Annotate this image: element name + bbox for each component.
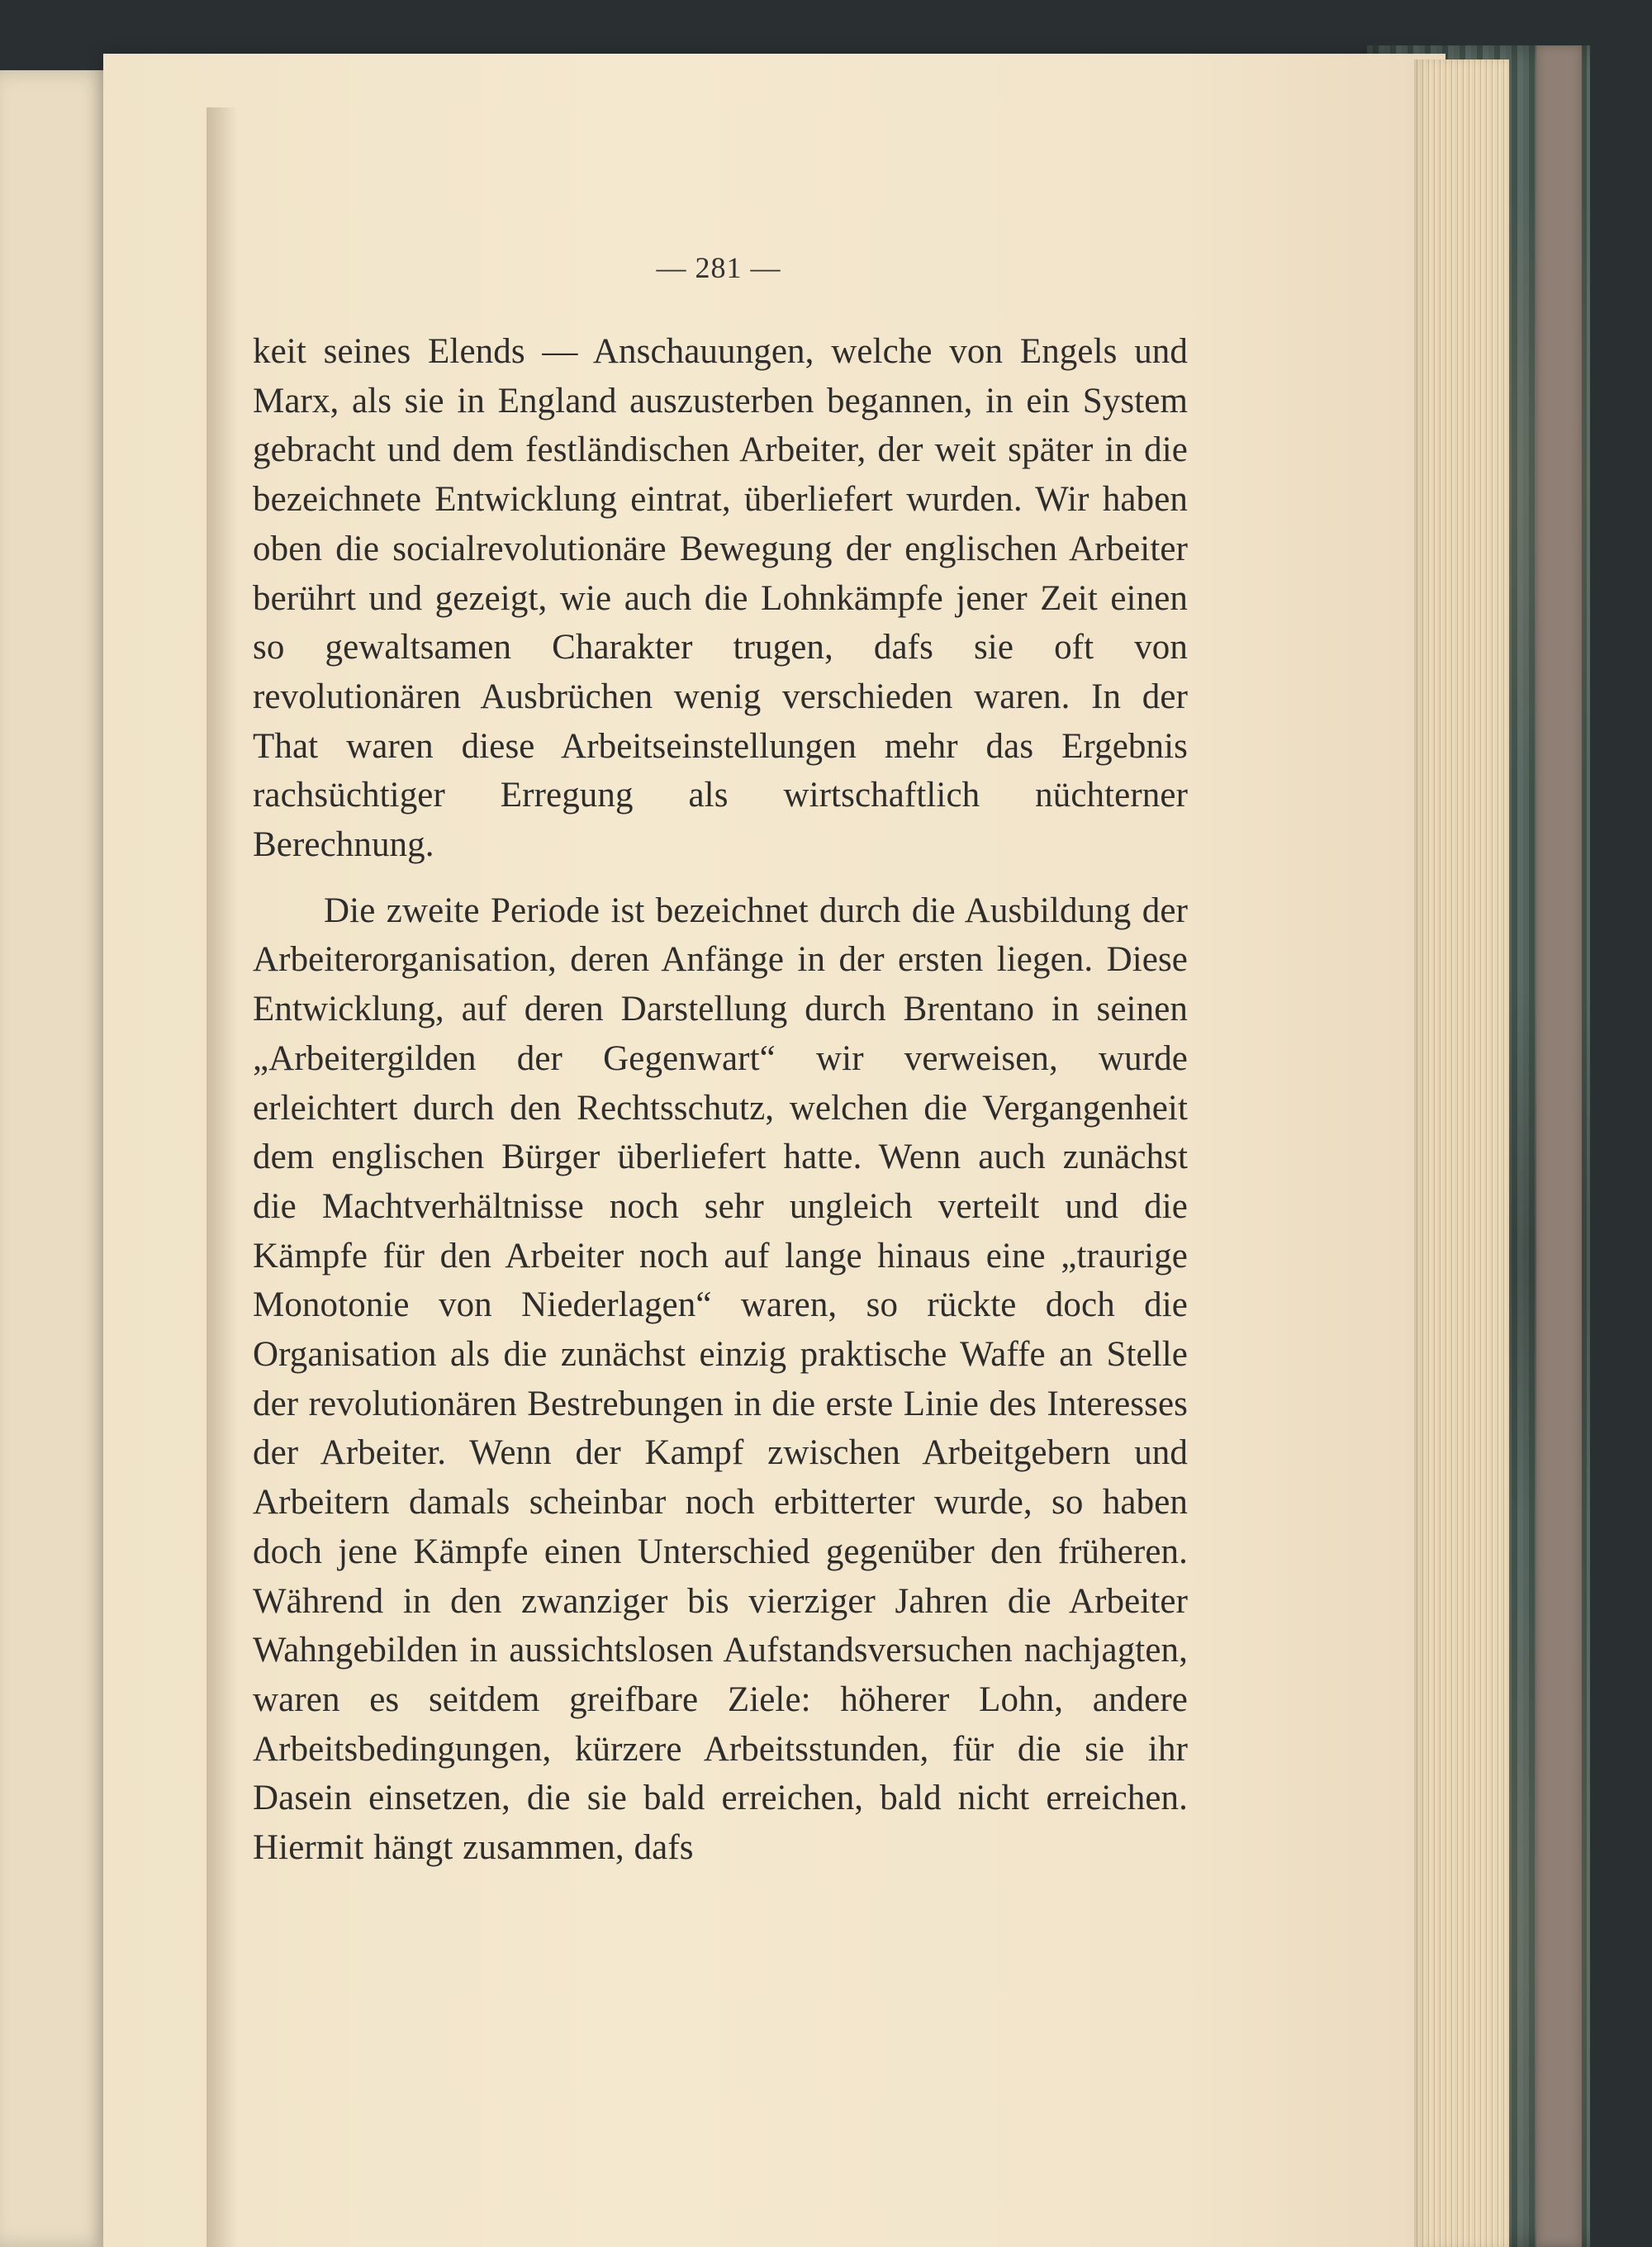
- left-page-margin: [0, 70, 107, 2247]
- cloth-binding-strip: [1536, 45, 1582, 2247]
- paragraph-1: keit seines Elends — Anschauungen, welche von Engels und Marx, als sie in England auszusterben begannen, in ein System gebracht und dem festländischen Arbeiter, der weit später in die bezeichnete Entwicklung eintrat, überliefert wurden. Wir haben oben die socialrevolutionäre Bewegung der englischen Arbeiter berührt und gezeigt, wie auch die Lohnkämpfe jener Zeit einen so gewaltsamen Charakter trugen, dafs sie oft von revolutionären Ausbrüchen wenig verschieden waren. In der That waren diese Arbeitseinstellungen mehr das Ergebnis rachsüchtiger Erregung als wirtschaftlich nüchterner Berechnung.: [253, 332, 1188, 865]
- page-number: — 281 —: [656, 251, 781, 284]
- body-text: [253, 327, 1188, 1873]
- binding-shadow: [206, 107, 238, 2247]
- paragraph-2: Die zweite Periode ist bezeichnet durch die Ausbildung der Arbeiterorganisation, deren Anfänge in der ersten liegen. Diese Entwicklung, auf deren Darstellung durch Brentano in seinen „Arbeitergilden der Gegenwart“ wir verweisen, wurde erleichtert durch den Rechtsschutz, welchen die Vergangenheit dem englischen Bürger überliefert hatte. Wenn auch zunächst die Machtverhältnisse noch sehr ungleich verteilt und die Kämpfe für den Arbeiter noch auf lange hinaus eine „traurige Monotonie von Niederlagen“ waren, so rückte doch die Organisation als die zunächst einzig praktische Waffe an Stelle der revolutionären Bestrebungen in die erste Linie des Interesses der Arbeiter. Wenn der Kampf zwischen Arbeitgebern und Arbeitern damals scheinbar noch erbitterter wurde, so haben doch jene Kämpfe einen Unterschied gegenüber den früheren. Während in den zwanziger bis vierziger Jahren die Arbeiter Wahngebilden in aussichtslosen Aufstandsversuchen nachjagten, waren es seitdem greifbare Ziele: höherer Lohn, andere Arbeitsbedingungen, kürzere Arbeitsstunden, für die sie ihr Dasein einsetzen, die sie bald erreichen, bald nicht erreichen. Hiermit hängt zusammen, dafs: [253, 891, 1188, 1868]
- stacked-page-edges: [1414, 59, 1509, 2247]
